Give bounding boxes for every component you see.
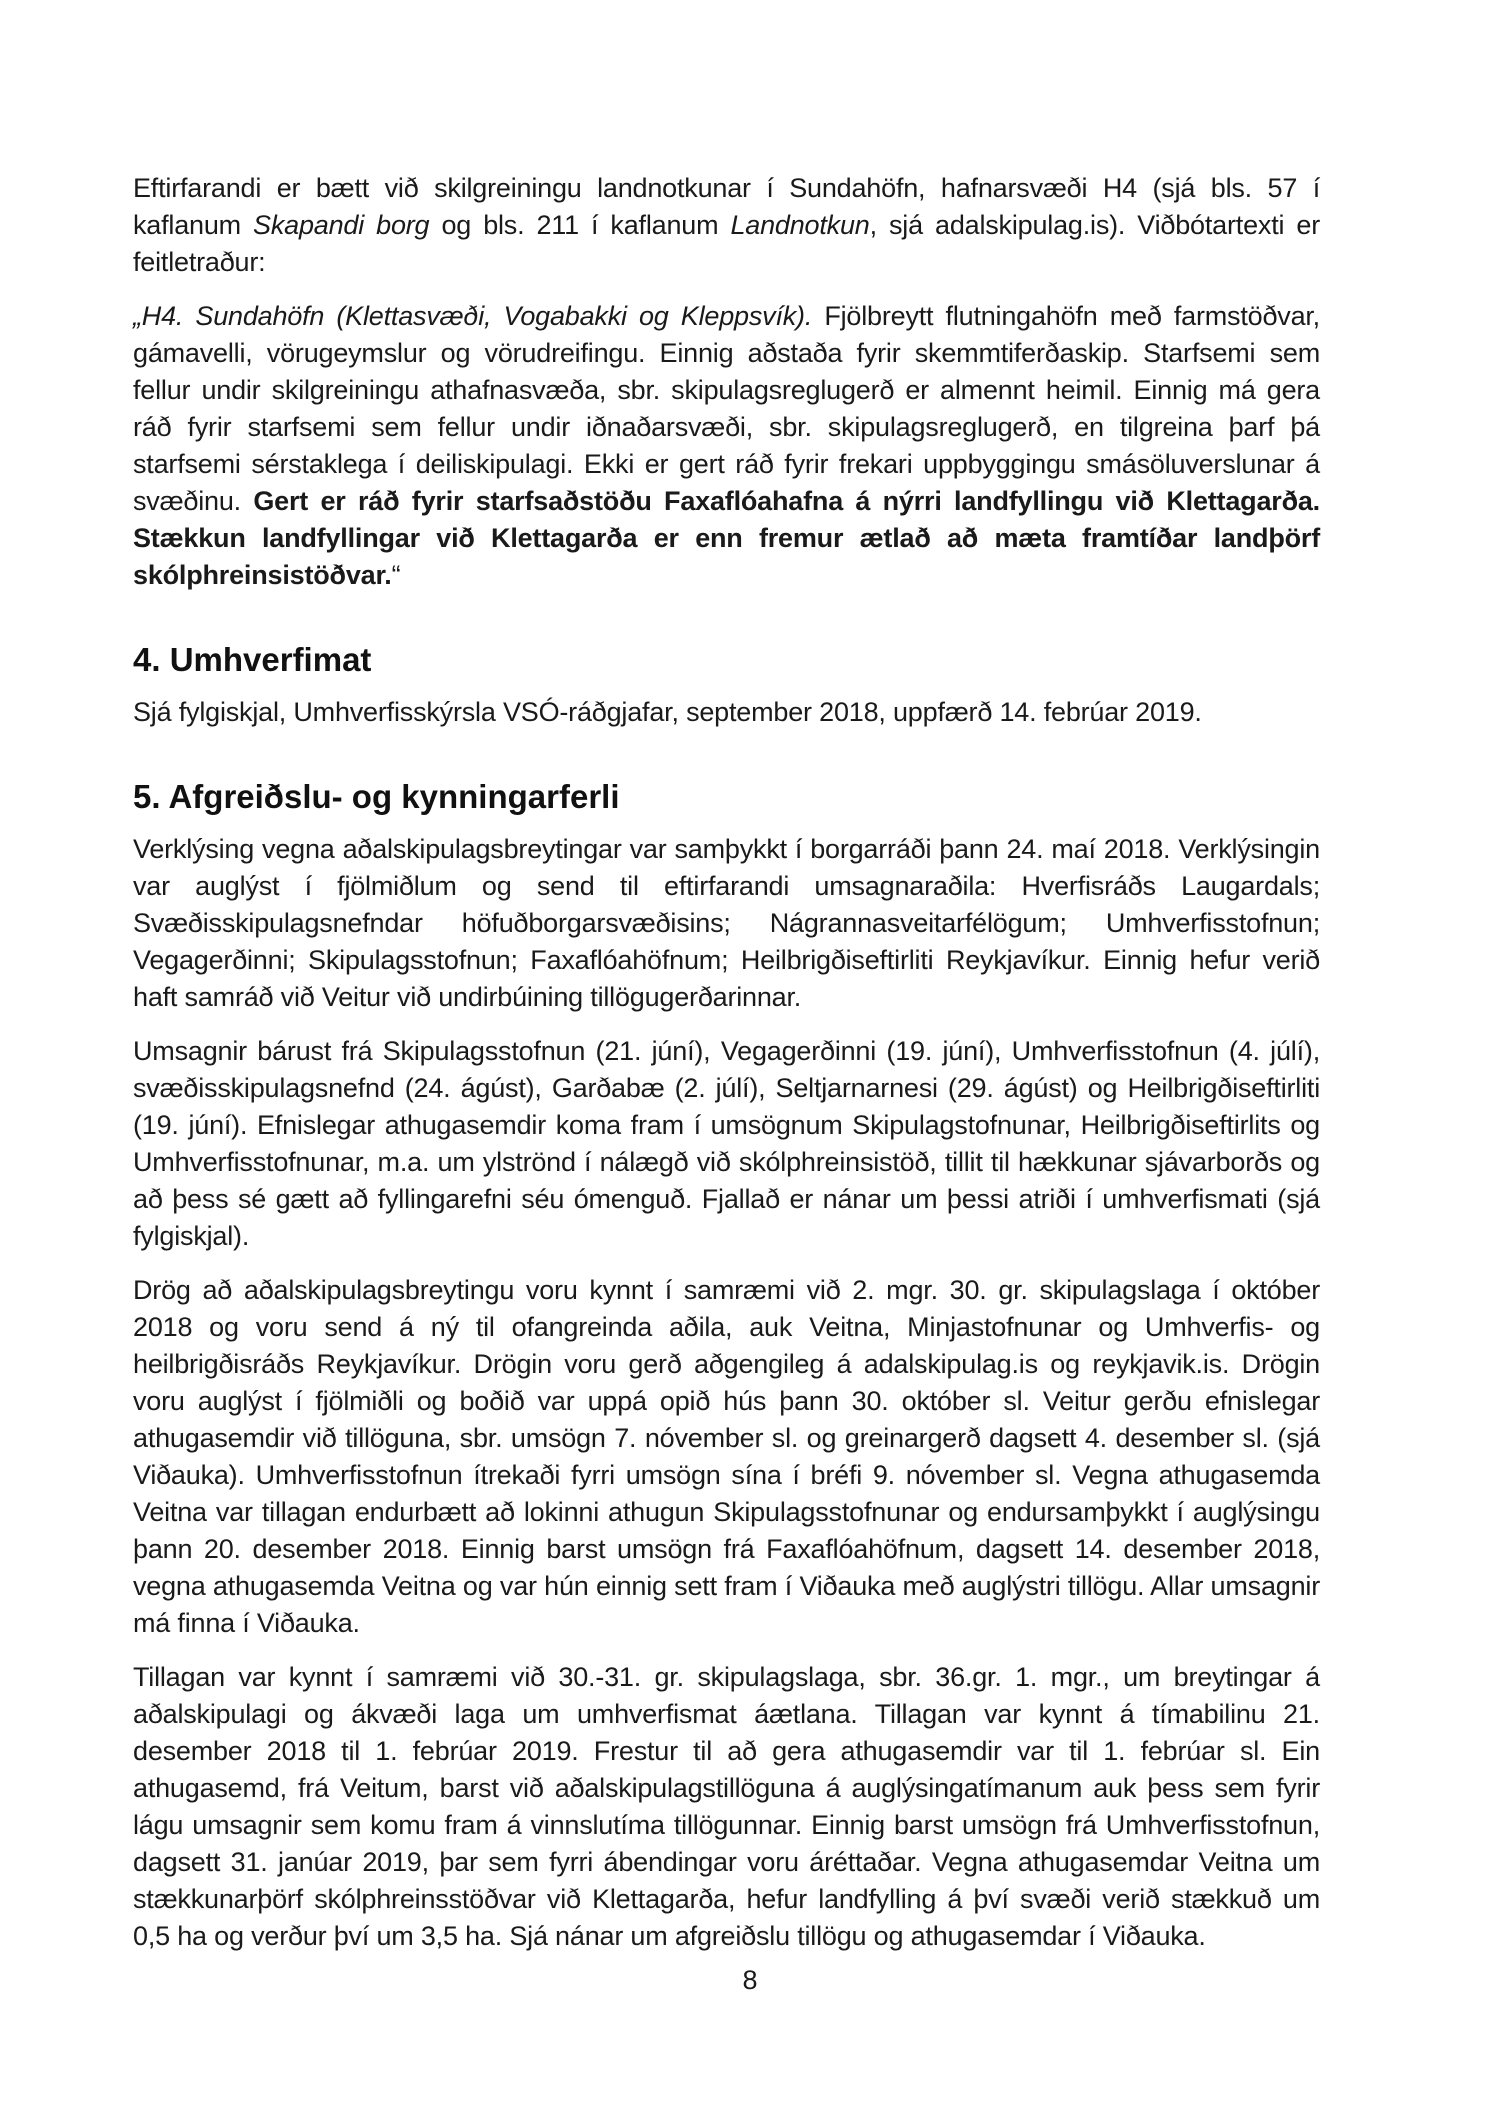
quote-paragraph: „H4. Sundahöfn (Klettasvæði, Vogabakki og Kleppsvík). Fjölbreytt flutningahöfn með farmstöðvar, gámavelli, vörugeymslur og vörudreifingu. Einnig aðstaða fyrir skemmtiferðaskip. Starfsemi sem fellur undir skilgreiningu athafnasvæða, sbr. skipulagsreglugerð er almennt heimil. Einnig má gera ráð fyrir starfsemi sem fellur undir iðnaðarsvæði, sbr. skipulagsreglugerð, en tilgreina þarf þá starfsemi sérstaklega í deiliskipulagi. Ekki er gert ráð fyrir frekari uppbyggingu smásöluverslunar á svæðinu. Gert er ráð fyrir starfsaðstöðu Faxaflóahafna á nýrri landfyllingu við Klettagarða. Stækkun landfyllingar við Klettagarða er enn fremur ætlað að mæta framtíðar landþörf skólphreinsistöðvar.“	[133, 301, 1320, 590]
intro-paragraph: Eftirfarandi er bætt við skilgreiningu landnotkunar í Sundahöfn, hafnarsvæði H4 (sjá bls. 57 í kaflanum Skapandi borg og bls. 211 í kaflanum Landnotkun, sjá adalskipulag.is). Viðbótartexti er feitletraður:	[133, 173, 1320, 277]
section-5-heading: 5. Afgreiðslu- og kynningarferli	[133, 778, 620, 815]
section-5-paragraph-3: Drög að aðalskipulagsbreytingu voru kynnt í samræmi við 2. mgr. 30. gr. skipulagslaga í október 2018 og voru send á ný til ofangreinda aðila, auk Veitna, Minjastofnunar og Umhverfis- og heilbrigðisráðs Reykjavíkur. Drögin voru gerð aðgengileg á adalskipulag.is og reykjavik.is. Drögin voru auglýst í fjölmiðli og boðið var uppá opið hús þann 30. október sl. Veitur gerðu efnislegar athugasemdir við tillöguna, sbr. umsögn 7. nóvember sl. og greinargerð dagsett 4. desember sl. (sjá Viðauka). Umhverfisstofnun ítrekaði fyrri umsögn sína í bréfi 9. nóvember sl. Vegna athugasemda Veitna var tillagan endurbætt að lokinni athugun Skipulagsstofnunar og endursamþykkt í auglýsingu þann 20. desember 2018. Einnig barst umsögn frá Faxaflóahöfnum, dagsett 14. desember 2018, vegna athugasemda Veitna og var hún einnig sett fram í Viðauka með auglýstri tillögu. Allar umsagnir má finna í Viðauka.	[133, 1275, 1320, 1638]
section-5-paragraph-4: Tillagan var kynnt í samræmi við 30.-31. gr. skipulagslaga, sbr. 36.gr. 1. mgr., um breytingar á aðalskipulagi og ákvæði laga um umhverfismat áætlana. Tillagan var kynnt á tímabilinu 21. desember 2018 til 1. febrúar 2019. Frestur til að gera athugasemdir var til 1. febrúar sl. Ein athugasemd, frá Veitum, barst við aðalskipulagstillöguna á auglýsingatímanum auk þess sem fyrir lágu umsagnir sem komu fram á vinnslutíma tillögunnar. Einnig barst umsögn frá Umhverfisstofnun, dagsett 31. janúar 2019, þar sem fyrri ábendingar voru áréttaðar. Vegna athugasemdar Veitna um stækkunarþörf skólphreinsstöðvar við Klettagarða, hefur landfylling á því svæði verið stækkuð um 0,5 ha og verður því um 3,5 ha. Sjá nánar um afgreiðslu tillögu og athugasemdar í Viðauka.	[133, 1662, 1320, 1951]
page-number: 8	[742, 1965, 758, 1995]
section-5-paragraph-2: Umsagnir bárust frá Skipulagsstofnun (21. júní), Vegagerðinni (19. júní), Umhverfisstofnun (4. júlí), svæðisskipulagsnefnd (24. ágúst), Garðabæ (2. júlí), Seltjarnarnesi (29. ágúst) og Heilbrigðiseftirliti (19. júní). Efnislegar athugasemdir koma fram í umsögnum Skipulagstofnunar, Heilbrigðiseftirlits og Umhverfisstofnunar, m.a. um ylströnd í nálægð við skólphreinsistöð, tillit til hækkunar sjávarborðs og að þess sé gætt að fyllingarefni séu ómenguð. Fjallað er nánar um þessi atriði í umhverfismati (sjá fylgiskjal).	[133, 1036, 1320, 1251]
section-4-paragraph: Sjá fylgiskjal, Umhverfisskýrsla VSÓ-ráðgjafar, september 2018, uppfærð 14. febrúar 2019.	[133, 697, 1202, 727]
section-5-paragraph-1: Verklýsing vegna aðalskipulagsbreytingar var samþykkt í borgarráði þann 24. maí 2018. Verklýsingin var auglýst í fjölmiðlum og send til eftirfarandi umsagnaraðila: Hverfisráðs Laugardals; Svæðisskipulagsnefndar höfuðborgarsvæðisins; Nágrannasveitarfélögum; Umhverfisstofnun; Vegagerðinni; Skipulagsstofnun; Faxaflóahöfnum; Heilbrigðiseftirliti Reykjavíkur. Einnig hefur verið haft samráð við Veitur við undirbúining tillögugerðarinnar.	[133, 834, 1320, 1012]
section-4-heading: 4. Umhverfimat	[133, 641, 372, 678]
page-content	[133, 170, 1320, 1972]
